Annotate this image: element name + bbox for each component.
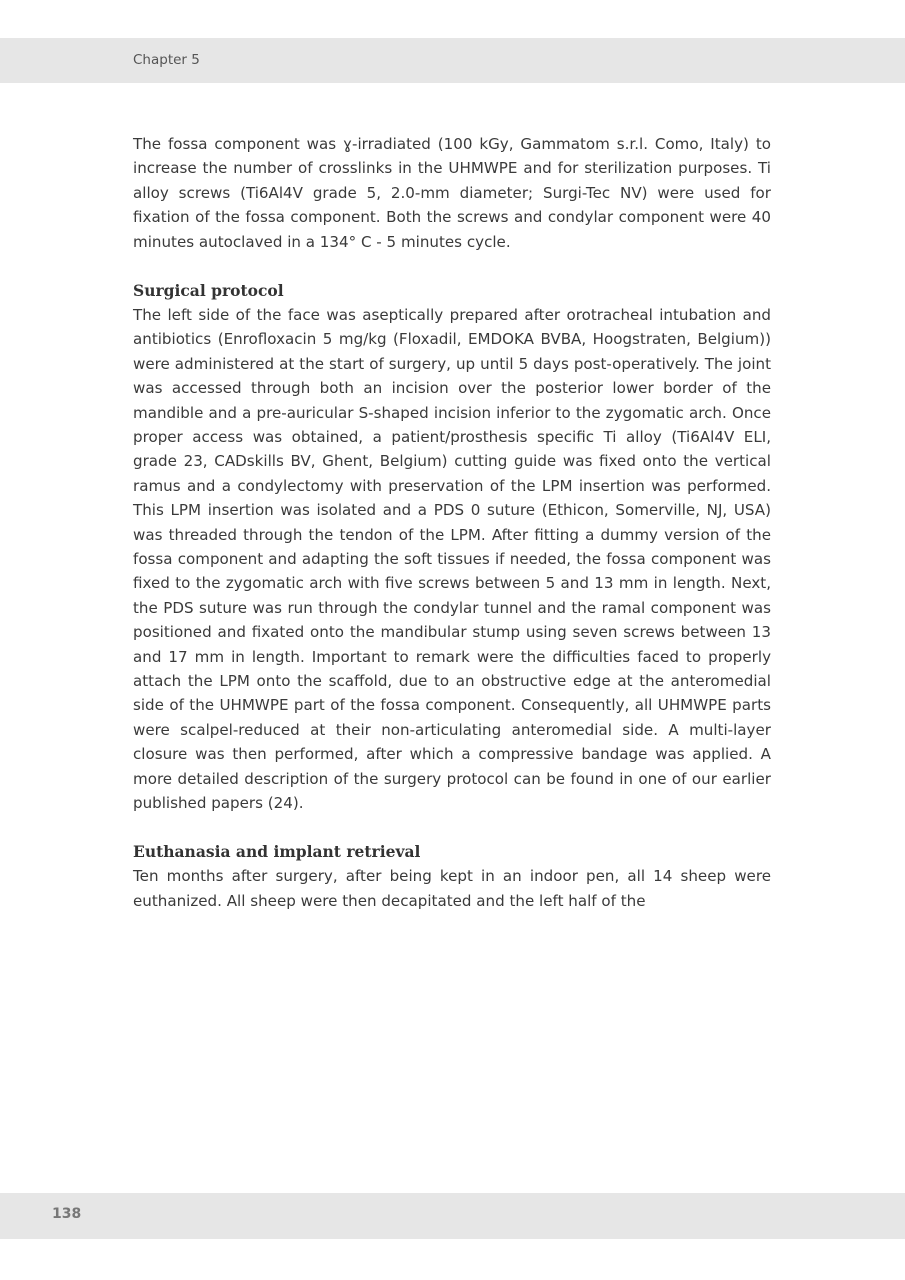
surgical-protocol-heading: Surgical protocol — [133, 280, 284, 300]
euthanasia-heading: Euthanasia and implant retrieval — [133, 841, 421, 861]
running-header — [0, 38, 905, 83]
paragraph-gap — [133, 254, 771, 279]
body-text — [133, 132, 771, 913]
running-footer — [0, 1193, 905, 1239]
chapter-label: Chapter 5 — [133, 52, 200, 68]
intro-paragraph: The fossa component was ɣ-irradiated (100 kGy, Gammatom s.r.l. Como, Italy) to increase the number of crosslinks in the UHMWPE and for sterilization purposes. Ti alloy screws (Ti6Al4V grade 5, 2.0-mm diameter; Surgi-Tec NV) were used for fixation of the fossa component. Both the screws and condylar component were 40 minutes autoclaved in a 134° C - 5 minutes cycle. — [133, 135, 771, 251]
page-number: 138 — [52, 1206, 82, 1222]
paragraph-gap — [133, 815, 771, 840]
surgical-protocol-paragraph: The left side of the face was aseptically prepared after orotracheal intubation and antibiotics (Enrofloxacin 5 mg/kg (Floxadil, EMDOKA BVBA, Hoogstraten, Belgium)) were administered at the start of surgery, up until 5 days post-operatively. The joint was accessed through both an incision over the posterior lower border of the mandible and a pre-auricular S-shaped incision inferior to the zygomatic arch. Once proper access was obtained, a patient/prosthesis specific Ti alloy (Ti6Al4V ELI, grade 23, CADskills BV, Ghent, Belgium) cutting guide was fixed onto the vertical ramus and a condylectomy with preservation of the LPM insertion was performed. This LPM insertion was isolated and a PDS 0 suture (Ethicon, Somerville, NJ, USA) was threaded through the tendon of the LPM. After fitting a dummy version of the fossa component and adapting the soft tissues if needed, the fossa component was fixed to the zygomatic arch with five screws between 5 and 13 mm in length. Next, the PDS suture was run through the condylar tunnel and the ramal component was positioned and fixated onto the mandibular stump using seven screws between 13 and 17 mm in length. Important to remark were the difficulties faced to properly attach the LPM onto the scaffold, due to an obstructive edge at the anteromedial side of the UHMWPE part of the fossa component. Consequently, all UHMWPE parts were scalpel-reduced at their non-articulating anteromedial side. A multi-layer closure was then performed, after which a compressive bandage was applied. A more detailed description of the surgery protocol can be found in one of our earlier published papers (24). — [133, 305, 771, 813]
euthanasia-paragraph: Ten months after surgery, after being kept in an indoor pen, all 14 sheep were euthanized. All sheep were then decapitated and the left half of the — [133, 867, 771, 910]
